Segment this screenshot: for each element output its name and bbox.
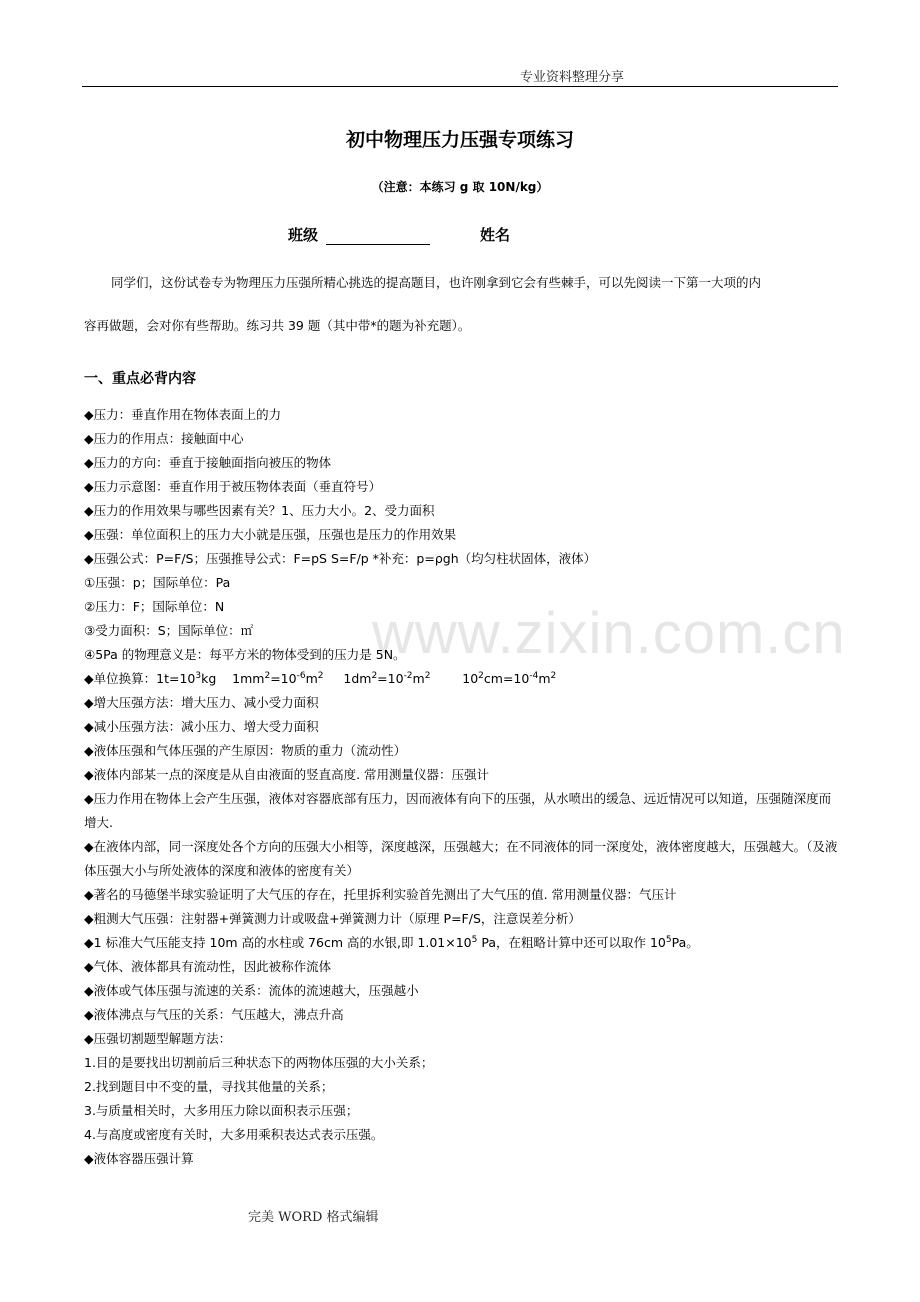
document-title: 初中物理压力压强专项练习 [345, 129, 574, 151]
page-header-text: 专业资料整理分享 [519, 70, 624, 85]
list-paragraph: ◆在液体内部，同一深度处各个方向的压强大小相等，深度越深，压强越大；在不同液体的同一深度处，液体密度越大，压强越大。（及液体压强大小与所处液体的深度和液体的密度有关） [84, 839, 838, 878]
header-rule [82, 86, 838, 87]
list-item: ①压强：p；国际单位：Pa [84, 575, 231, 590]
list-item: ◆液体容器压强计算 [84, 1151, 194, 1166]
list-item: ◆压力：垂直作用在物体表面上的力 [84, 407, 282, 422]
list-item: ◆压力的作用点：接触面中心 [84, 431, 244, 446]
intro-line-1: 同学们，这份试卷专为物理压力压强所精心挑选的提高题目，也许刚拿到它会有些棘手，可以先阅读一下第一大项的内 [111, 275, 762, 290]
list-item: ◆压力的作用效果与哪些因素有关？1、压力大小。2、受力面积 [84, 503, 435, 518]
list-item: ◆粗测大气压强：注射器+弹簧测力计或吸盘+弹簧测力计（原理 P=F/S，注意误差分析） [84, 911, 581, 926]
list-item: ◆增大压强方法：增大压力、减小受力面积 [84, 695, 319, 710]
list-paragraph: ◆压力作用在物体上会产生压强，液体对容器底部有压力，因而液体有向下的压强，从水喷出的缓急、远近情况可以知道，压强随深度而增大. [84, 791, 832, 830]
list-item: ◆压力示意图：垂直作用于被压物体表面（垂直符号） [84, 479, 382, 494]
list-item: ◆液体沸点与气压的关系：气压越大，沸点升高 [84, 1007, 344, 1022]
list-item: 3.与质量相关时，大多用压力除以面积表示压强； [84, 1103, 359, 1118]
list-item: ◆压强公式：P=F/S；压强推导公式：F=pS S=F/p *补充：p=ρgh（均匀柱状固体，液体） [84, 551, 597, 566]
list-item: 4.与高度或密度有关时，大多用乘积表达式表示压强。 [84, 1127, 384, 1142]
section-1-content [84, 403, 840, 1171]
list-item: ②压力：F；国际单位：N [84, 599, 225, 614]
atmosphere-line: ◆1 标准大气压能支持 10m 高的水柱或 76cm 高的水银,即 $1.01\times 10^5$ Pa，在粗略计算中还可以取作 $10^5Pa$。 [84, 934, 699, 950]
list-item: ◆压强切割题型解题方法： [84, 1031, 232, 1046]
intro-line-2: 容再做题，会对你有些帮助。练习共 39 题（其中带*的题为补充题）。 [84, 318, 471, 333]
list-item: ◆气体、液体都具有流动性，因此被称作流体 [84, 959, 332, 974]
intro-paragraph [84, 271, 836, 338]
class-label: 班级 [288, 226, 319, 244]
list-item: ◆压强：单位面积上的压力大小就是压强，压强也是压力的作用效果 [84, 527, 457, 542]
name-label: 姓名 [480, 226, 511, 244]
list-item: ③受力面积：S；国际单位：㎡ [84, 623, 254, 638]
unit-conversion-line: ◆单位换算：$1t=10^3kg$ $1mm^2=10^{-6}m^2$ $1dm^2=10^{-2}m^2$ $10^2cm=10^{-4}m^2$ [84, 670, 557, 686]
class-blank[interactable] [326, 228, 430, 245]
class-name-line [288, 224, 510, 245]
list-item: 2.找到题目中不变的量，寻找其他量的关系； [84, 1079, 334, 1094]
list-item: ④5Pa 的物理意义是：每平方米的物体受到的压力是 5N。 [84, 647, 406, 662]
list-item: ◆液体压强和气体压强的产生原因：物质的重力（流动性） [84, 743, 407, 758]
list-item: ◆减小压强方法：减小压力、增大受力面积 [84, 719, 319, 734]
watermark: www.zixin.com.cn [372, 601, 846, 666]
list-item: ◆压力的方向：垂直于接触面指向被压的物体 [84, 455, 332, 470]
page-footer-text: 完美 WORD 格式编辑 [248, 1210, 379, 1225]
list-item: 1.目的是要找出切割前后三种状态下的两物体压强的大小关系； [84, 1055, 434, 1070]
list-item: ◆液体内部某一点的深度是从自由液面的竖直高度. 常用测量仪器：压强计 [84, 767, 490, 782]
list-item: ◆著名的马德堡半球实验证明了大气压的存在，托里拆利实验首先测出了大气压的值. 常用测量仪器：气压计 [84, 887, 677, 902]
section-1-heading: 一、重点必背内容 [84, 371, 196, 387]
document-note: （注意：本练习 g 取 10N/kg） [371, 180, 549, 194]
list-item: ◆液体或气体压强与流速的关系：流体的流速越大，压强越小 [84, 983, 419, 998]
